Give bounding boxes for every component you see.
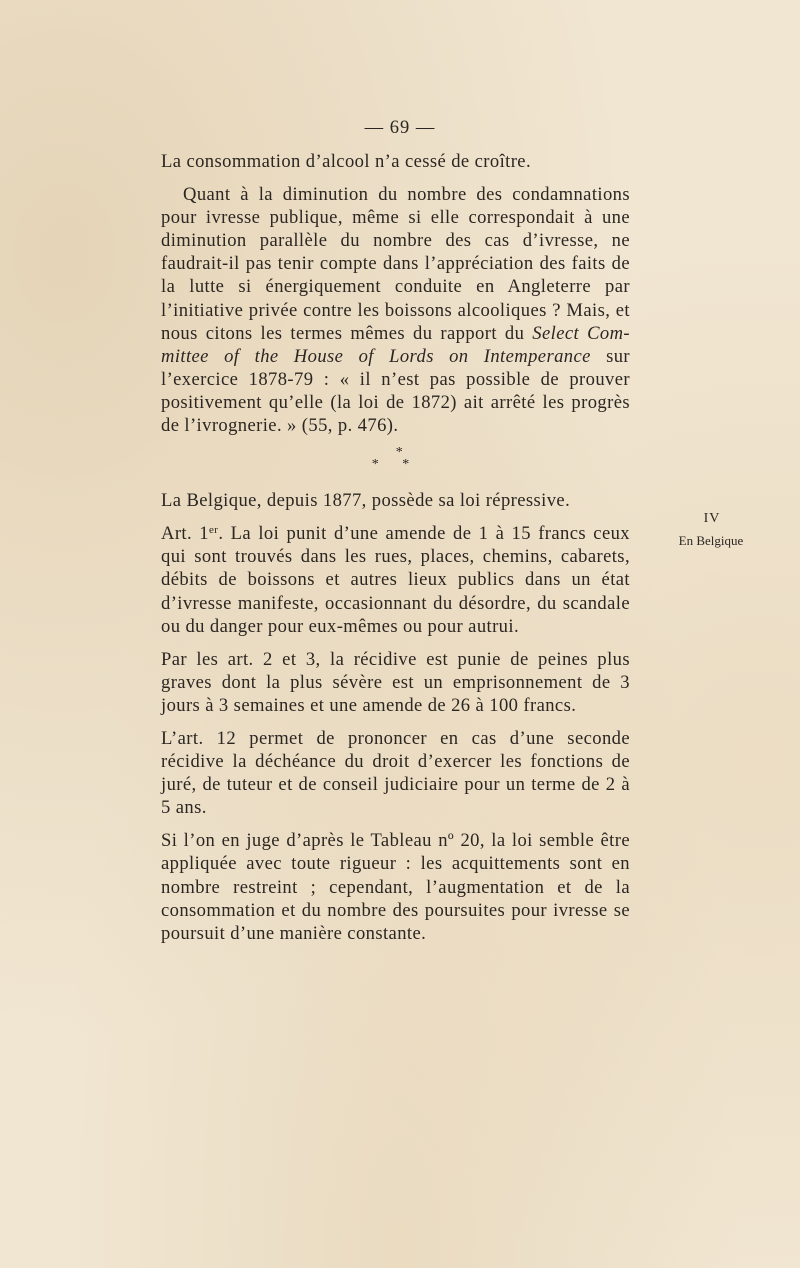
paragraph-article-1	[161, 522, 630, 637]
paragraph-article-12	[161, 727, 630, 819]
article-1-superscript: er	[209, 524, 219, 537]
paragraph-spacer	[161, 638, 630, 648]
paragraph-articles-2-3	[161, 648, 630, 717]
paragraph-2-text-a: Quant à la diminution du nombre des condamnations pour ivresse publique, même si elle correspondait à une diminution parallèle du nombre des cas d’ivresse, ne faudrait-il pas tenir compte dans l’appréciation des faits de la lutte si énergiquement conduite en Angleterre par l’initiative privée contre les boissons alcooliques ? Mais, et nous citons les termes mêmes du rapport du	[161, 184, 630, 344]
margin-note	[662, 508, 762, 552]
paragraph-spacer	[161, 512, 630, 522]
paragraph-belgium-law	[161, 489, 630, 512]
paragraph-table-20	[161, 829, 630, 944]
paragraph-spacer	[161, 173, 630, 183]
paragraph-1-text: La consommation d’alcool n’a cessé de croître.	[161, 151, 531, 172]
page-number: — 69 —	[364, 118, 436, 138]
margin-section-label: En Belgique	[678, 533, 744, 548]
select-committee-title: Select Com-mittee of the House of Lords on Intemperance	[161, 322, 630, 367]
margin-section-number: IV	[703, 511, 721, 526]
paragraph-england-convictions	[161, 183, 630, 437]
paragraph-spacer	[161, 819, 630, 829]
paragraph-4-text: . La loi punit d’une amende de 1 à 15 francs ceux qui sont trouvés dans les rues, places, chemins, cabarets, débits de boissons et autres lieux publics dans un état d’ivresse manifeste, occasionnant du désordre, du scandale ou du danger pour eux-mêmes ou pour autrui.	[161, 523, 630, 637]
paragraph-2-text-b: sur l’exercice 1878-79 : « il n’est pas possible de prouver positivement qu’elle (la loi de 1872) ait arrêté les progrès de l’ivrognerie. » (55, p. 476).	[161, 345, 630, 437]
paragraph-spacer	[161, 717, 630, 727]
body-text	[161, 150, 630, 945]
paragraph-7-text: Si l’on en juge d’après le Tableau nº 20, la loi semble être appliquée avec toute rigueur : les acquittements sont en nombre restreint ; cependant, l’augmentation et de la consommation et du nombre des poursuites pour ivresse se poursuit d’une manière constante.	[161, 830, 630, 944]
asterism-top: *	[395, 445, 404, 461]
asterism-bottom: * *	[371, 457, 420, 473]
article-1-label: Art. 1	[161, 523, 209, 545]
paragraph-alcohol-consumption	[161, 150, 630, 173]
paragraph-5-text: Par les art. 2 et 3, la récidive est punie de peines plus graves dont la plus sévère est un emprisonnement de 3 jours à 3 semaines et une amende de 26 à 100 francs.	[161, 648, 630, 716]
paragraph-3-text: La Belgique, depuis 1877, possède sa loi répressive.	[161, 490, 571, 512]
section-asterism	[161, 437, 630, 489]
paragraph-6-text: L’art. 12 permet de prononcer en cas d’une seconde récidive la déchéance du droit d’exercer les fonctions de juré, de tuteur et de conseil judiciaire pour un terme de 2 à 5 ans.	[161, 727, 630, 819]
